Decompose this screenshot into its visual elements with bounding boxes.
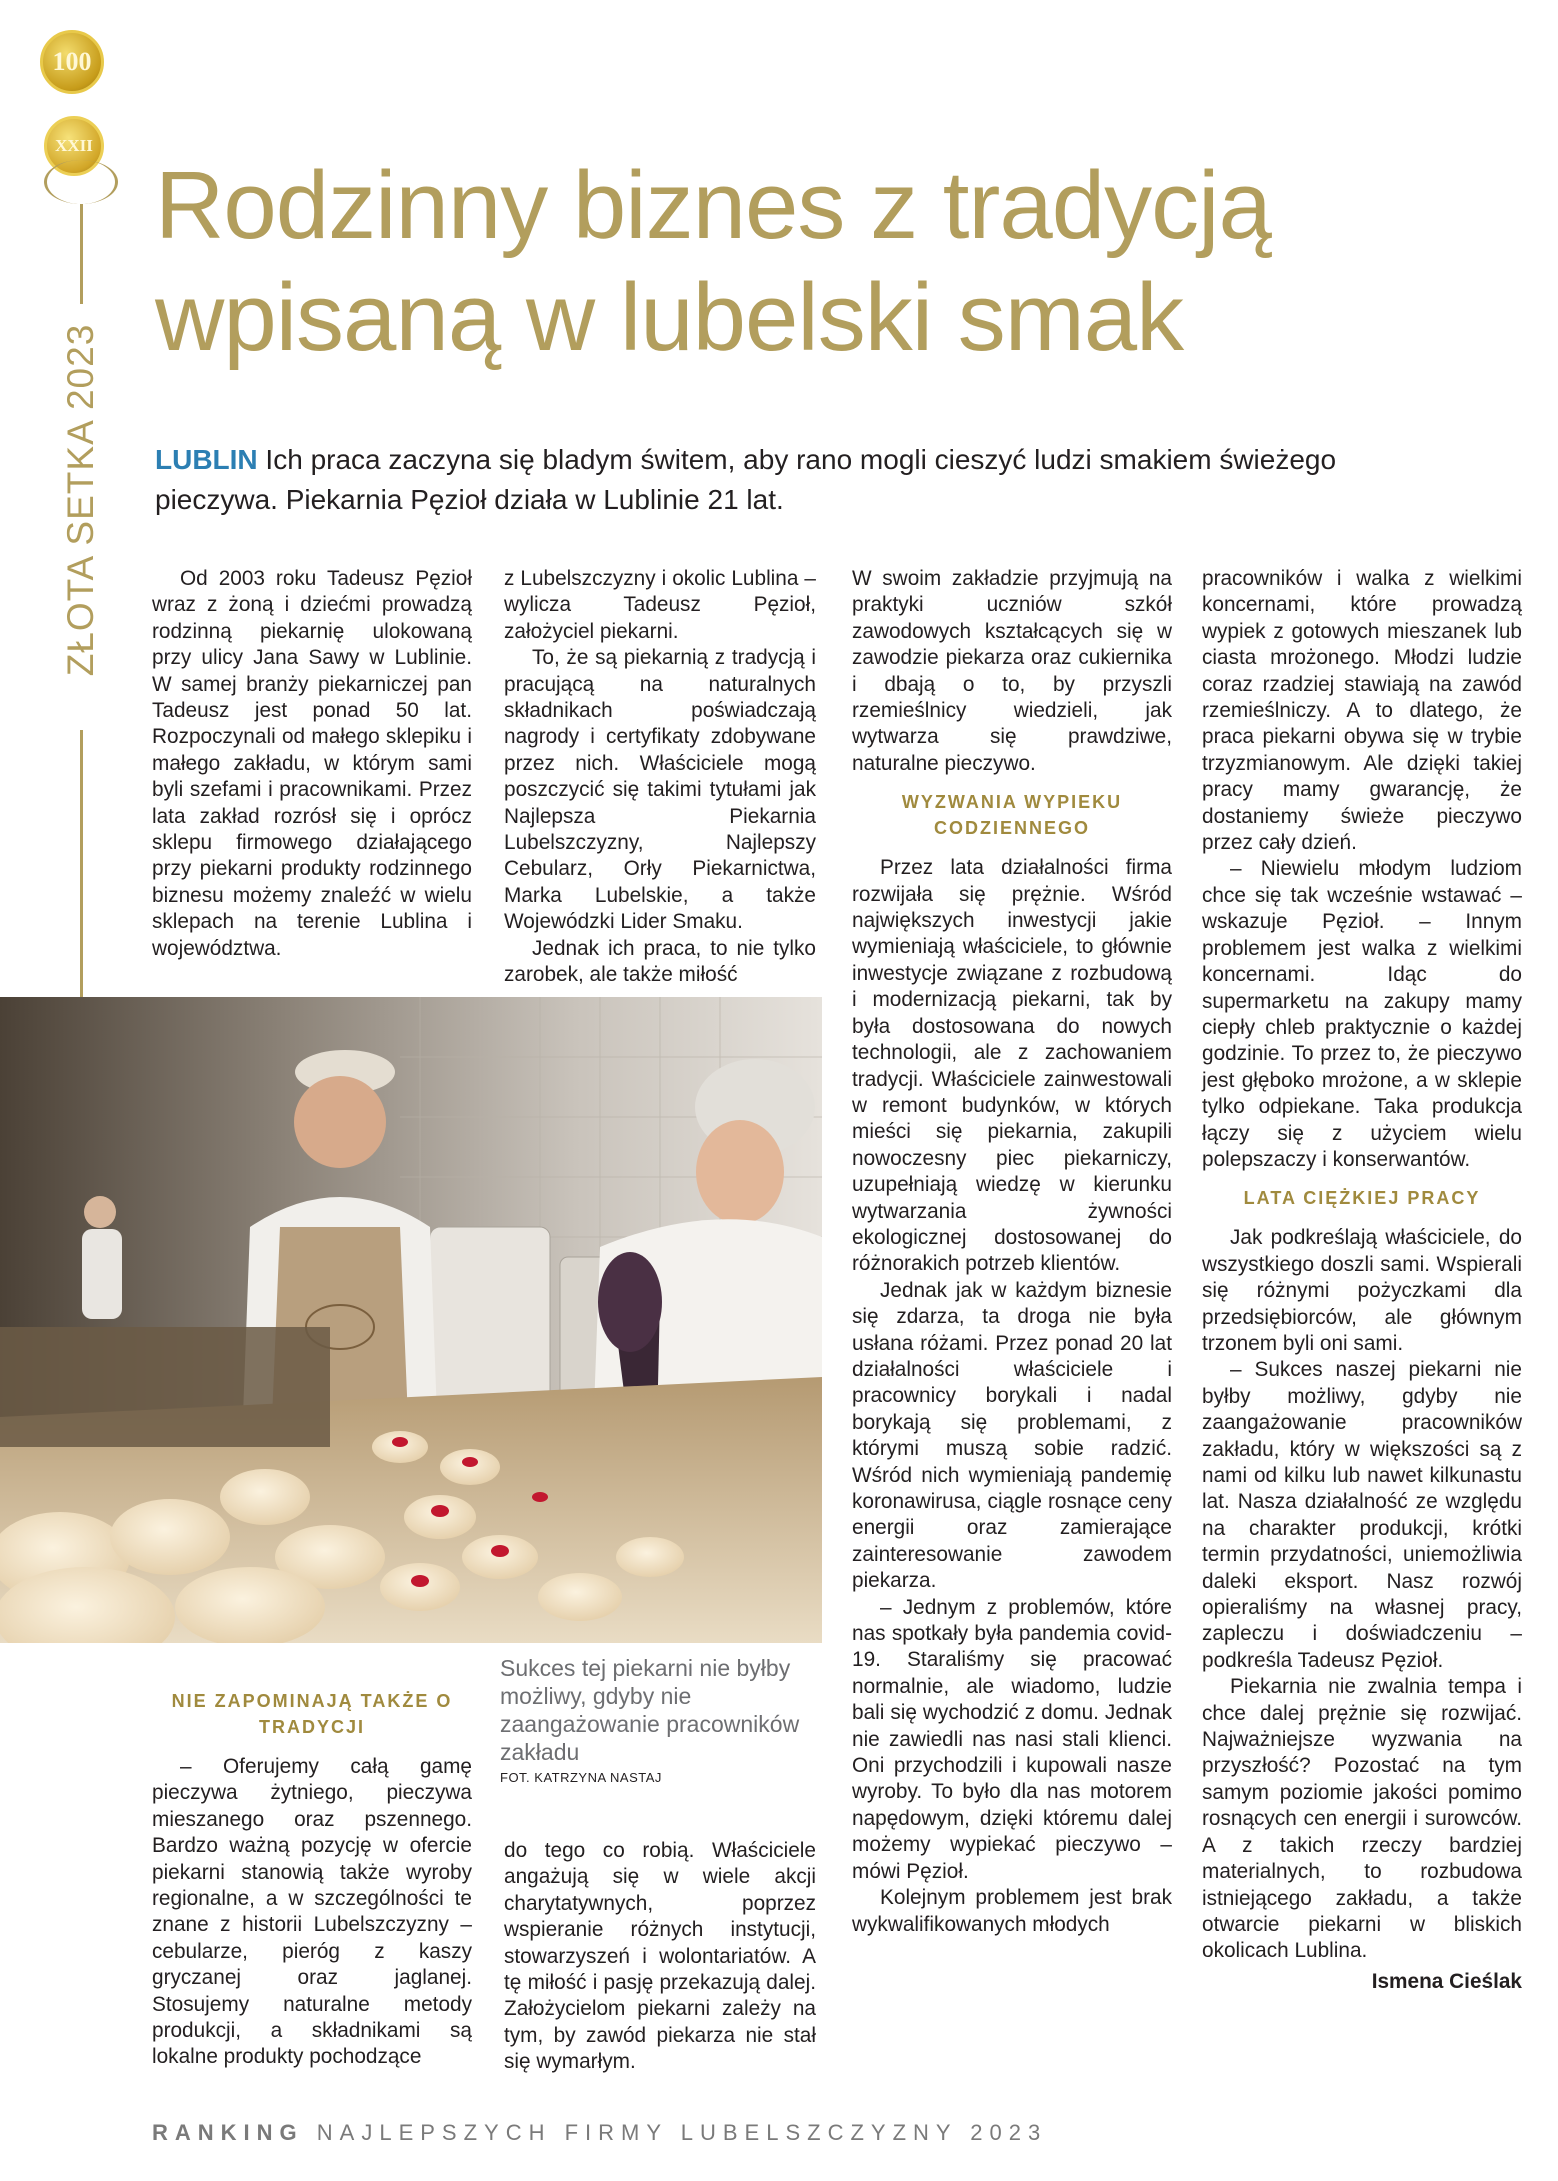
paragraph: Kolejnym problemem jest brak wykwalifikowanych młodych bbox=[852, 1886, 1172, 1936]
paragraph: Jednak ich praca, to nie tylko zarobek, ale także miłość bbox=[504, 936, 816, 987]
paragraph: Jednak jak w każdym biznesie się zdarza, ta droga nie była usłana różami. Przez ponad 20 lat działalności właściciele i pracownicy borykali i nadal borykają się problemami, z którymi muszą sobie radzić. Wśród nich wymieniają pandemię koronawirusa, ciągle rosnące ceny energii oraz zamierające zainteresowanie zawodem piekarza. bbox=[852, 1278, 1172, 1593]
sidebar-line-top bbox=[80, 204, 83, 304]
paragraph: Jak podkreślają właściciele, do wszystkiego doszli sami. Wspierali się różnymi pożyczkami dla przedsiębiorców, ale głównym trzonem byli oni sami. bbox=[1202, 1226, 1522, 1355]
lead-place: LUBLIN bbox=[155, 444, 258, 475]
page-footer bbox=[152, 2120, 1047, 2146]
footer-bold: RANKING bbox=[152, 2120, 304, 2145]
bakery-photo bbox=[0, 997, 822, 1643]
article-author: Ismena Cieślak bbox=[1371, 1969, 1522, 1993]
column-1-continued bbox=[152, 1688, 472, 2071]
paragraph: z Lubelszczyzny i okolic Lublina – wylicza Tadeusz Pęzioł, założyciel piekarni. bbox=[504, 567, 816, 643]
section-heading: WYZWANIA WYPIEKU CODZIENNEGO bbox=[901, 792, 1123, 839]
section-heading: LATA CIĘŻKIEJ PRACY bbox=[1243, 1188, 1481, 1209]
column-2 bbox=[504, 566, 816, 989]
footer-text: NAJLEPSZYCH FIRMY LUBELSZCZYZNY 2023 bbox=[303, 2120, 1048, 2145]
award-badge-xxii: XXII bbox=[44, 116, 104, 176]
title-line-1: Rodzinny biznes z tradycją bbox=[155, 152, 1271, 259]
bakery-photo-illustration bbox=[0, 997, 822, 1643]
paragraph: Piekarnia nie zwalnia tempa i chce dalej prężnie się rozwijać. Najważniejsze wyzwania na przyszłość? Pozostać na tym samym poziomie jakości pomimo rosnących cen energii i surowców. A z takich rzeczy bardziej materialnych, to rozbudowa istniejącego zakładu, a także otwarcie piekarni w bliskich okolicach Lublina. bbox=[1202, 1675, 1522, 1963]
paragraph: – Oferujemy całą gamę pieczywa żytniego, pieczywa mieszanego oraz pszennego. Bardzo ważną pozycję w ofercie piekarni stanowią także wyroby regionalne, a w szczególności te znane z historii Lubelszczyzny – cebularze, pieróg z kaszy gryczanej oraz jaglanej. Stosujemy naturalne metody produkcji, a składnikami są lokalne produkty pochodzące bbox=[152, 1755, 472, 2069]
caption-text: Sukces tej piekarni nie byłby możliwy, gdyby nie zaangażowanie pracowników zakładu bbox=[500, 1655, 800, 1765]
column-2-continued bbox=[504, 1838, 816, 2076]
paragraph: – Niewielu młodym ludziom chce się tak wcześnie wstawać – wskazuje Pęzioł. – Innym problemem jest walka z wielkimi koncernami. Idąc do supermarketu na zakupy mamy ciepły chleb praktycznie o każdej godzinie. To przez to, że pieczywo jest głęboko mrożone, a w sklepie tylko odpiekane. Taka produkcja łączy się z użyciem wielu polepszaczy i konserwantów. bbox=[1202, 857, 1522, 1171]
paragraph: Przez lata działalności firma rozwijała się prężnie. Wśród największych inwestycji jakie wymieniają właściciele, to głównie inwestycje związane z rozbudową i modernizacją piekarni, tak by była dostosowana do nowych technologii, ale z zachowaniem tradycji. Właściciele zainwestowali w remont budynków, w których mieści się piekarnia, zakupili nowoczesny piec piekarniczy, uzupełniają wiedzę w kierunku wytwarzania żywności ekologicznej dostosowanej do różnorakich potrzeb klientów. bbox=[852, 856, 1172, 1276]
paragraph: Od 2003 roku Tadeusz Pęzioł wraz z żoną i dziećmi prowadzą rodzinną piekarnię ulokowaną przy ulicy Jana Sawy w Lublinie. W samej branży piekarniczej pan Tadeusz jest ponad 50 lat. Rozpoczynali od małego sklepiku i małego zakładu, w którym sami byli szefami i pracownikami. Przez lata zakład rozrósł się i oprócz sklepu firmowego działającego przy piekarni produkty rodzinnego biznesu możemy znaleźć w wielu sklepach na terenie Lublina i województwa. bbox=[152, 567, 472, 960]
paragraph: W swoim zakładzie przyjmują na praktyki uczniów szkół zawodowych kształcących się w zawodzie piekarza oraz cukiernika i dbają o to, by przyszli rzemieślnicy wiedzieli, jak wytwarza się prawdziwe, naturalne pieczywo. bbox=[852, 567, 1172, 775]
column-1 bbox=[152, 566, 472, 962]
column-3 bbox=[852, 566, 1172, 1938]
paragraph: – Jednym z problemów, które nas spotkały była pandemia covid-19. Staraliśmy się pracować normalnie, ale wiadomo, ludzie bali się wychodzić z domu. Jednak nie zawiedli nas nasi stali klienci. Oni przychodzili i kupowali nasze wyroby. To było dla nas motorem napędowym, dzięki któremu dalej możemy wypiekać pieczywo – mówi Pęzioł. bbox=[852, 1595, 1172, 1883]
paragraph: To, że są piekarnią z tradycją i pracującą na naturalnych składnikach poświadczają nagrody i certyfikaty zdobywane przez nich. Właściciele mogą poszczycić się takimi tytułami jak Najlepsza Piekarnia Lubelszczyzny, Najlepszy Cebularz, Orły Piekarnictwa, Marka Lubelskie, a także Wojewódzki Lider Smaku. bbox=[504, 646, 816, 934]
paragraph: do tego co robią. Właściciele angażują się w wiele akcji charytatywnych, poprzez wspieranie różnych instytucji, stowarzyszeń i wolontariatów. A tę miłość i pasję przekazują dalej. Założycielom piekarni zależy na tym, by zawód piekarza nie stał się wymarłym. bbox=[504, 1839, 816, 2074]
sidebar-label: ZŁOTA SETKA 2023 bbox=[60, 323, 101, 677]
photo-credit: FOT. KATRZYNA NASTAJ bbox=[500, 1770, 662, 1785]
paragraph: – Sukces naszej piekarni nie byłby możliwy, gdyby nie zaangażowanie pracowników zakładu, który w większości są z nami od kilku lub nawet kilkunastu lat. Nasza działalność ze względu na charakter produkcji, krótki termin przydatności, uniemożliwia daleki eksport. Nasz rozwój opieraliśmy na własnej pracy, zapleczu i doświadczeniu – podkreśla Tadeusz Pęzioł. bbox=[1202, 1358, 1522, 1672]
award-badge-100: 100 bbox=[40, 30, 104, 94]
photo-caption bbox=[500, 1654, 820, 1785]
column-4 bbox=[1202, 566, 1522, 1995]
lead-text: Ich praca zaczyna się bladym świtem, aby rano mogli cieszyć ludzi smakiem świeżego pieczywa. Piekarnia Pęzioł działa w Lublinie 21 lat. bbox=[155, 444, 1337, 515]
article-lead bbox=[155, 440, 1455, 520]
paragraph: pracowników i walka z wielkimi koncernami, które prowadzą wypiek z gotowych mieszanek lub ciasta mrożonego. Młodzi ludzie coraz rzadziej stawiają na zawód rzemieślniczy. A to dlatego, że praca piekarni obywa się w trybie trzyzmianowym. Ale dzięki takiej pracy mamy gwarancję, że dostaniemy świeże pieczywo przez cały dzień. bbox=[1202, 567, 1522, 855]
sidebar-bracket bbox=[44, 160, 118, 204]
article-title bbox=[155, 150, 1455, 374]
title-line-2: wpisaną w lubelski smak bbox=[155, 264, 1184, 371]
section-heading: NIE ZAPOMINAJĄ TAKŻE O TRADYCJI bbox=[171, 1691, 453, 1737]
